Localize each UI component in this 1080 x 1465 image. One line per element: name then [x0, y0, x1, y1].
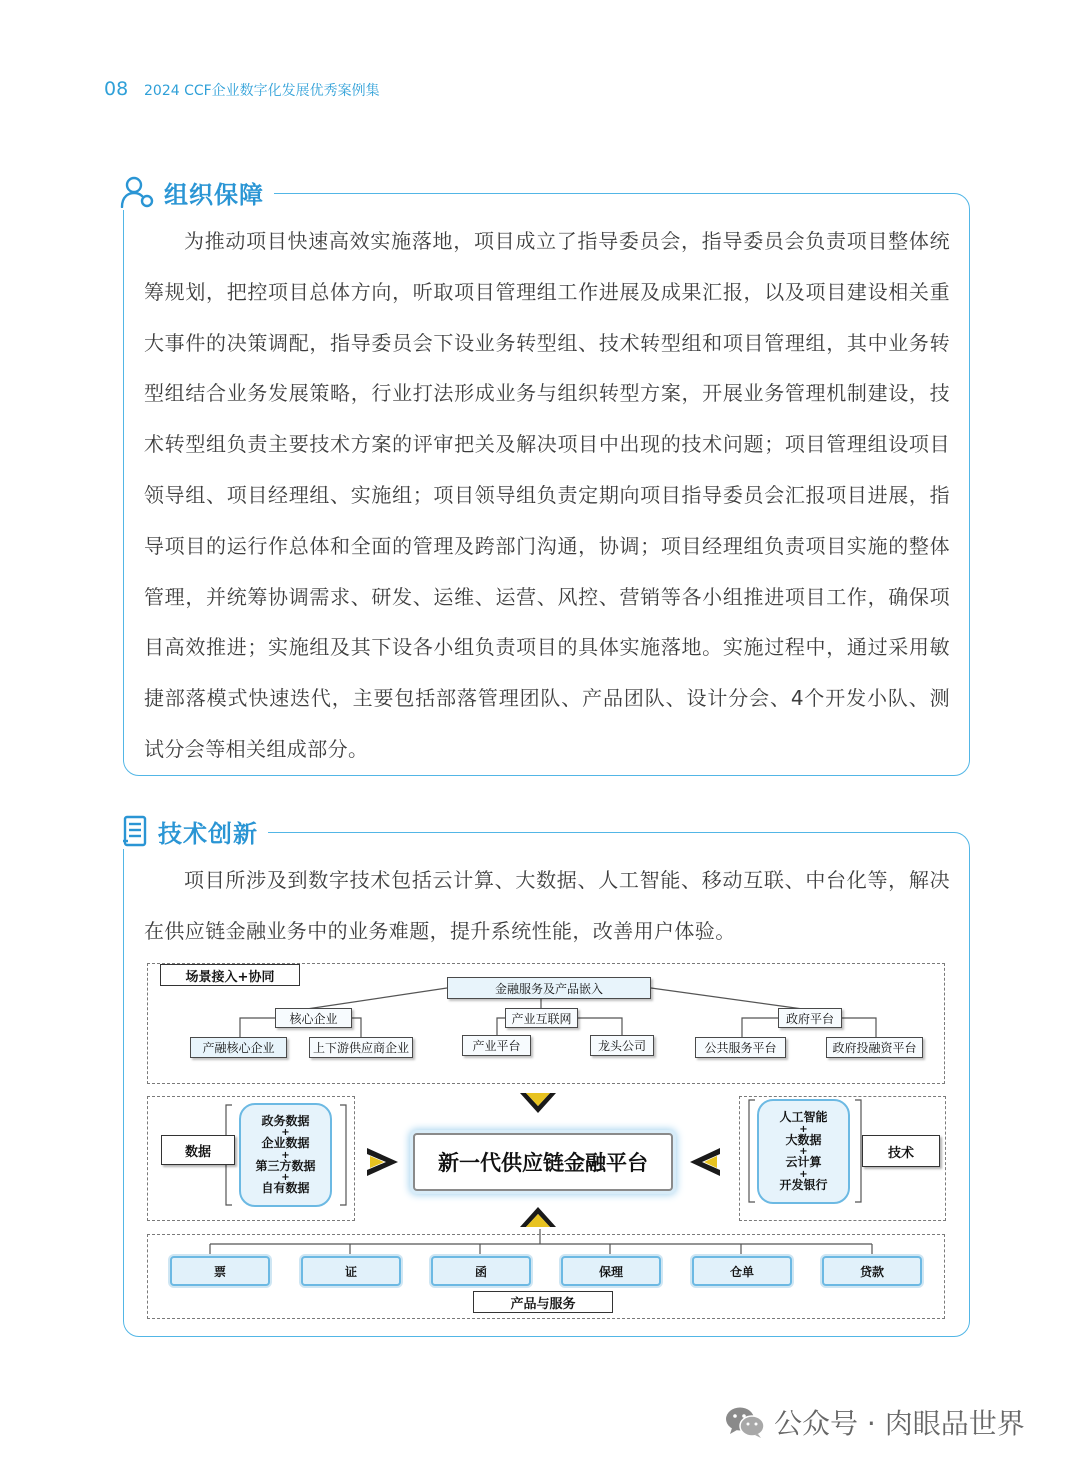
plus-sign: + [281, 1127, 290, 1138]
child-node: 产业平台 [462, 1035, 531, 1056]
child-node: 政府投融资平台 [826, 1037, 923, 1058]
product-node: 票 [170, 1256, 270, 1286]
org-section-body: 为推动项目快速高效实施落地，项目成立了指导委员会，指导委员会负责项目整体统筹规划，把控项目总体方向，听取项目管理组工作进展及成果汇报，以及项目建设相关重大事件的决策调配，指导委员会下设业务转型组、技术转型组和项目管理组，其中业务转型组结合业务发展策略，行业打法形成业务与组织转型方案，开展业务管理机制建设，技术转型组负责主要技术方案的评审把关及解决项目中出现的技术问题；项目管理组设项目领导组、项目经理组、实施组；项目领导组负责定期向项目指导委员会汇报项目进展，指导项目的运行作总体和全面的管理及跨部门沟通，协调；项目经理组负责项目实施的整体管理，并统筹协调需求、研发、运维、运营、风控、营销等各小组推进项目工作，确保项目高效推进；实施组及其下设各小组负责项目的具体实施落地。实施过程中，通过采用敏捷部落模式快速迭代，主要包括部落管理团队、产品团队、设计分会、4个开发小队、测试分会等相关组成部分。 [144, 229, 950, 761]
tech-item: 云计算 [785, 1155, 822, 1169]
data-item: 政务数据 [261, 1113, 310, 1128]
data-item: 企业数据 [261, 1136, 310, 1150]
product-node: 保理 [561, 1256, 661, 1286]
plus-sign: + [799, 1146, 808, 1157]
tech-section-body: 项目所涉及到数字技术包括云计算、大数据、人工智能、移动互联、中台化等，解决在供应链金融业务中的业务难题，提升系统性能，改善用户体验。 [144, 868, 950, 943]
tech-items-pill [757, 1099, 850, 1204]
scene-label: 场景接入+协同 [160, 964, 300, 986]
tech-item: 开发银行 [779, 1177, 828, 1192]
data-item: 自有数据 [261, 1181, 310, 1195]
tech-item: 人工智能 [779, 1110, 828, 1124]
plus-sign: + [799, 1123, 808, 1135]
platform-node: 新一代供应链金融平台 [413, 1133, 673, 1191]
product-node: 仓单 [692, 1256, 792, 1286]
product-node: 贷款 [822, 1256, 922, 1286]
child-node: 产融核心企业 [190, 1037, 287, 1058]
wechat-icon [724, 1405, 766, 1439]
data-items-pill [239, 1103, 332, 1207]
group-core-enterprise: 核心企业 [275, 1008, 352, 1028]
tech-label: 技术 [862, 1135, 940, 1167]
group-industrial-internet: 产业互联网 [505, 1008, 578, 1028]
plus-sign: + [281, 1149, 290, 1161]
product-node: 函 [431, 1256, 531, 1286]
watermark-text: 公众号 · 肉眼品世界 [774, 1407, 1025, 1440]
group-government-platform: 政府平台 [778, 1008, 842, 1028]
page-number: 08 [104, 78, 129, 100]
child-node: 上下游供应商企业 [309, 1037, 413, 1058]
finance-service-node: 金融服务及产品嵌入 [447, 977, 651, 999]
child-node: 公共服务平台 [695, 1037, 786, 1058]
products-label: 产品与服务 [473, 1291, 613, 1313]
plus-sign: + [281, 1172, 290, 1183]
section-title: 组织保障 [164, 180, 264, 209]
product-node: 证 [301, 1256, 401, 1286]
book-title: 2024 CCF企业数字化发展优秀案例集 [144, 83, 380, 99]
plus-sign: + [799, 1168, 808, 1180]
data-item: 第三方数据 [255, 1158, 316, 1173]
tech-item: 大数据 [785, 1132, 822, 1147]
watermark [724, 1402, 1025, 1442]
data-label: 数据 [161, 1135, 235, 1165]
child-node: 龙头公司 [590, 1035, 654, 1056]
section-title: 技术创新 [158, 819, 258, 848]
